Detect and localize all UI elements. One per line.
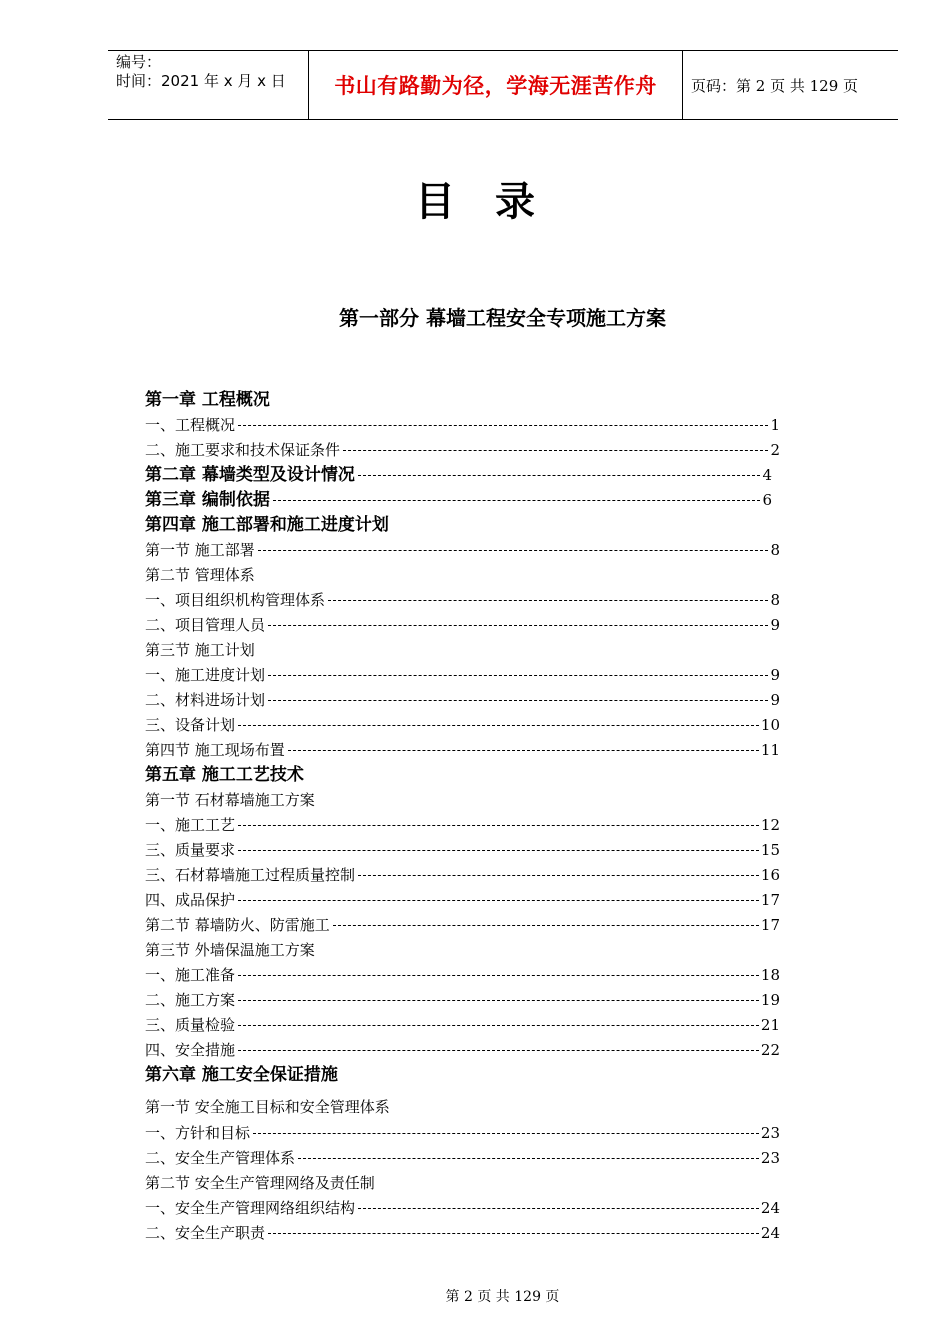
toc-entry[interactable] [145, 613, 795, 638]
toc-leader-line [238, 850, 759, 851]
toc-leader-line [238, 900, 759, 901]
toc-entry-page: 19 [760, 991, 780, 1009]
toc-entry-label: 第四章 施工部署和施工进度计划 [145, 513, 390, 538]
toc-entry-label: 三、石材幕墙施工过程质量控制 [145, 863, 356, 888]
toc-entry[interactable] [145, 588, 795, 613]
toc-entry[interactable] [145, 838, 795, 863]
toc-entry-page: 17 [760, 916, 780, 934]
page-footer: 第 2 页 共 129 页 [445, 1289, 560, 1305]
toc-entry-label: 一、施工工艺 [145, 813, 236, 838]
toc-leader-line [288, 750, 759, 751]
toc-entry-label: 二、项目管理人员 [145, 613, 266, 638]
page-header [108, 50, 898, 120]
toc-entry-page: 22 [760, 1041, 780, 1059]
toc-entry[interactable] [145, 1095, 795, 1120]
toc-entry-page: 9 [770, 616, 780, 634]
toc-chapter-entry[interactable] [145, 388, 795, 413]
toc-chapter-entry[interactable] [145, 513, 795, 538]
toc-leader-line [268, 625, 768, 626]
toc-leader-line [333, 925, 759, 926]
toc-entry-page: 8 [770, 541, 780, 559]
toc-entry[interactable] [145, 638, 795, 663]
toc-entry-label: 一、施工进度计划 [145, 663, 266, 688]
toc-leader-line [238, 725, 759, 726]
toc-entry-page: 21 [760, 1016, 780, 1034]
toc-entry[interactable] [145, 913, 795, 938]
toc-entry-label: 一、工程概况 [145, 413, 236, 438]
toc-leader-line [238, 975, 759, 976]
toc-entry-label: 四、安全措施 [145, 1038, 236, 1063]
toc-entry[interactable] [145, 988, 795, 1013]
toc-entry[interactable] [145, 1196, 795, 1221]
toc-entry[interactable] [145, 663, 795, 688]
toc-leader-line [358, 1208, 759, 1209]
toc-leader-line [268, 675, 768, 676]
toc-entry-label: 第五章 施工工艺技术 [145, 763, 305, 788]
toc-leader-line [298, 1158, 759, 1159]
toc-entry-label: 第三节 外墙保温施工方案 [145, 938, 316, 963]
toc-entry-page: 18 [760, 966, 780, 984]
toc-entry[interactable] [145, 1221, 795, 1246]
toc-entry[interactable] [145, 713, 795, 738]
toc-leader-line [358, 875, 759, 876]
toc-entry-page: 12 [760, 816, 780, 834]
toc-entry-label: 第一节 安全施工目标和安全管理体系 [145, 1095, 391, 1120]
toc-entry-page: 9 [770, 691, 780, 709]
toc-entry-page: 16 [760, 866, 780, 884]
part-title: 第一部分 幕墙工程安全专项施工方案 [339, 306, 666, 330]
toc-entry-label: 第二章 幕墙类型及设计情况 [145, 463, 356, 488]
header-code-label: 编号： [116, 53, 162, 71]
toc-entry[interactable] [145, 413, 795, 438]
toc-leader-line [253, 1133, 759, 1134]
toc-entry-page: 24 [760, 1199, 780, 1217]
toc-entry[interactable] [145, 1013, 795, 1038]
toc-entry-label: 二、安全生产职责 [145, 1221, 266, 1246]
toc-leader-line [358, 475, 761, 476]
toc-chapter-entry[interactable] [145, 763, 795, 788]
toc-entry-page: 6 [762, 491, 772, 509]
toc-leader-line [258, 550, 769, 551]
toc-entry[interactable] [145, 938, 795, 963]
toc-leader-line [238, 1025, 759, 1026]
toc-entry-label: 第二节 幕墙防火、防雷施工 [145, 913, 331, 938]
toc-entry-label: 二、施工方案 [145, 988, 236, 1013]
toc-entry-label: 第一节 施工部署 [145, 538, 256, 563]
toc-entry-page: 23 [760, 1124, 780, 1142]
toc-entry-page: 1 [770, 416, 780, 434]
toc-entry[interactable] [145, 538, 795, 563]
header-page-info: 页码：第 2 页 共 129 页 [691, 76, 859, 95]
toc-entry-page: 2 [770, 441, 780, 459]
toc-leader-line [268, 700, 768, 701]
toc-entry-page: 9 [770, 666, 780, 684]
toc-entry[interactable] [145, 438, 795, 463]
toc-entry-label: 第三章 编制依据 [145, 488, 271, 513]
toc-entry-page: 8 [770, 591, 780, 609]
toc-leader-line [238, 425, 768, 426]
header-motto: 书山有路勤为径，学海无涯苦作舟 [309, 51, 683, 119]
toc-entry-label: 第一节 石材幕墙施工方案 [145, 788, 316, 813]
toc-entry[interactable] [145, 963, 795, 988]
toc-entry-label: 四、成品保护 [145, 888, 236, 913]
toc-entry[interactable] [145, 1171, 795, 1196]
toc-entry-label: 二、材料进场计划 [145, 688, 266, 713]
toc-leader-line [273, 500, 761, 501]
toc-entry[interactable] [145, 688, 795, 713]
header-date: 时间：2021 年 x 月 x 日 [116, 72, 286, 90]
toc-entry[interactable] [145, 863, 795, 888]
document-title: 目录 [415, 179, 575, 225]
toc-entry-page: 15 [760, 841, 780, 859]
toc-entry-label: 三、质量要求 [145, 838, 236, 863]
toc-entry[interactable] [145, 1146, 795, 1171]
toc-entry-label: 第二节 安全生产管理网络及责任制 [145, 1171, 376, 1196]
toc-entry-label: 一、方针和目标 [145, 1121, 251, 1146]
toc-chapter-entry[interactable] [145, 488, 795, 513]
toc-entry-page: 11 [760, 741, 780, 759]
toc-entry-label: 一、施工准备 [145, 963, 236, 988]
toc-leader-line [238, 1050, 759, 1051]
toc-leader-line [343, 450, 768, 451]
toc-chapter-entry[interactable] [145, 1063, 795, 1088]
toc-entry[interactable] [145, 788, 795, 813]
toc-entry-label: 三、质量检验 [145, 1013, 236, 1038]
toc-entry-label: 第六章 施工安全保证措施 [145, 1063, 339, 1088]
toc-entry-label: 三、设备计划 [145, 713, 236, 738]
toc-entry-label: 一、安全生产管理网络组织结构 [145, 1196, 356, 1221]
toc-entry[interactable] [145, 888, 795, 913]
header-meta [108, 51, 309, 119]
toc-entry[interactable] [145, 563, 795, 588]
toc-entry[interactable] [145, 1121, 795, 1146]
toc-entry-label: 第三节 施工计划 [145, 638, 256, 663]
toc-entry[interactable] [145, 738, 795, 763]
toc-entry-page: 17 [760, 891, 780, 909]
toc-leader-line [238, 825, 759, 826]
toc-entry-page: 4 [762, 466, 772, 484]
toc-entry-label: 第一章 工程概况 [145, 388, 271, 413]
toc-entry-label: 第二节 管理体系 [145, 563, 256, 588]
toc-leader-line [328, 600, 768, 601]
toc-entry-label: 第四节 施工现场布置 [145, 738, 286, 763]
toc-entry[interactable] [145, 813, 795, 838]
toc-leader-line [268, 1233, 759, 1234]
toc-entry-label: 二、安全生产管理体系 [145, 1146, 296, 1171]
toc-chapter-entry[interactable] [145, 463, 795, 488]
toc-entry-page: 10 [760, 716, 780, 734]
toc-entry[interactable] [145, 1038, 795, 1063]
toc-entry-label: 一、项目组织机构管理体系 [145, 588, 326, 613]
toc-entry-page: 24 [760, 1224, 780, 1242]
toc-leader-line [238, 1000, 759, 1001]
toc-entry-label: 二、施工要求和技术保证条件 [145, 438, 341, 463]
toc-entry-page: 23 [760, 1149, 780, 1167]
